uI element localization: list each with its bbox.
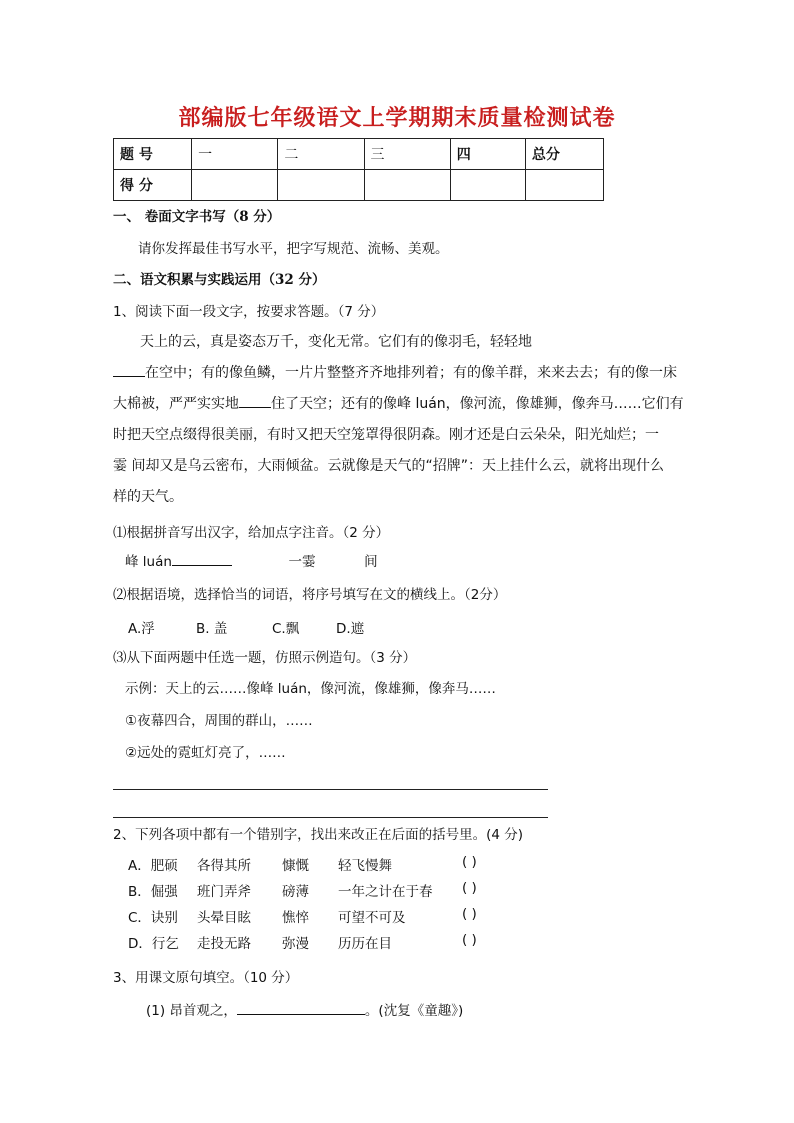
q3-prompt: 3、用课文原句填空。（10 分） (113, 970, 299, 986)
answer-blank[interactable] (113, 362, 145, 377)
q2-word: 一年之计在于春 (338, 884, 433, 900)
score-input-total[interactable] (525, 170, 603, 201)
sub1-item-b: 一霎 (288, 554, 316, 570)
section1-heading: 一、 卷面文字书写（8 分） (113, 209, 281, 225)
score-cell-part1: 一 (192, 139, 278, 170)
q3-item1-source: 。(沈复《童趣》) (364, 1003, 464, 1019)
q2-word: 轻飞慢舞 (338, 858, 392, 874)
sub1-item-a: 峰 luán (125, 554, 172, 570)
q1-prompt: 1、阅读下面一段文字，按要求答题。（7 分） (113, 304, 385, 320)
q2-word: 弥漫 (282, 936, 309, 952)
q2-word: 各得其所 (197, 858, 251, 874)
q1-sub3-prompt: ⑶从下面两题中任选一题，仿照示例造句。（3 分） (113, 650, 417, 666)
exam-title: 部编版七年级语文上学期期末质量检测试卷 (178, 105, 616, 131)
section1-body: 请你发挥最佳书写水平，把字写规范、流畅、美观。 (138, 241, 449, 257)
q2-word: D．行乞 (128, 936, 179, 952)
q2-word: B．倔强 (128, 884, 178, 900)
q2-word: 班门弄斧 (197, 884, 251, 900)
passage-line: 时把天空点缀得很美丽，有时又把天空笼罩得很阴森。刚才还是白云朵朵，阳光灿烂；一 (113, 427, 659, 443)
score-cell-part4: 四 (450, 139, 525, 170)
sub2-option-a: A.浮 (128, 621, 155, 637)
score-cell-part3: 三 (364, 139, 450, 170)
q2-prompt: 2、下列各项中都有一个错别字，找出来改正在后面的括号里。(4 分) (113, 827, 524, 843)
q2-answer-paren[interactable]: ( ) (462, 932, 477, 948)
answer-line[interactable] (113, 817, 548, 818)
answer-blank[interactable] (239, 393, 271, 408)
answer-line[interactable] (113, 789, 548, 790)
sub2-option-b: B. 盖 (196, 621, 228, 637)
q2-word: 憔悴 (282, 910, 309, 926)
score-input-part1[interactable] (192, 170, 278, 201)
q1-sub3-choice2: ②远处的霓虹灯亮了，…… (125, 745, 286, 761)
passage-line (113, 358, 688, 389)
q2-answer-paren[interactable]: ( ) (462, 906, 477, 922)
passage-text: 在空中；有的像鱼鳞，一片片整整齐齐地排列着；有的像羊群，来来去去；有的像一床 (145, 365, 677, 381)
score-table-score-row (114, 170, 604, 201)
sub2-option-d: D.遮 (336, 621, 365, 637)
q2-word: C．诀别 (128, 910, 178, 926)
passage-line: 霎 间却又是乌云密布，大雨倾盆。云就像是天气的“招牌”：天上挂什么云，就将出现什么 (113, 458, 664, 474)
answer-blank[interactable] (172, 551, 232, 566)
answer-blank[interactable] (237, 1000, 365, 1015)
passage-line: 样的天气。 (113, 489, 183, 505)
passage-line (113, 389, 688, 420)
q1-sub1-items (125, 551, 378, 572)
sub2-option-c: C.飘 (272, 621, 300, 637)
q2-word: 头晕目眩 (197, 910, 251, 926)
q1-sub2-prompt: ⑵根据语境，选择恰当的词语，将序号填写在文的横线上。（2分） (113, 587, 507, 603)
q2-word: 走投无路 (197, 936, 251, 952)
passage-text: 住了天空；还有的像峰 luán，像河流，像雄狮，像奔马……它们有 (271, 396, 684, 412)
passage-line: 天上的云，真是姿态万千，变化无常。它们有的像羽毛，轻轻地 (140, 334, 532, 350)
score-table-header-row (114, 139, 604, 170)
score-cell-total: 总分 (525, 139, 603, 170)
q1-sub1-prompt: ⑴根据拼音写出汉字，给加点字注音。（2 分） (113, 525, 390, 541)
score-cell-part2: 二 (278, 139, 364, 170)
q1-passage (113, 327, 688, 513)
score-table (113, 138, 604, 201)
q3-item1 (146, 1000, 463, 1021)
q2-word: 慷慨 (282, 858, 309, 874)
q2-word: 可望不可及 (338, 910, 406, 926)
q2-word: 磅薄 (282, 884, 309, 900)
q2-word: A．肥硕 (128, 858, 178, 874)
q2-word: 历历在目 (338, 936, 392, 952)
score-input-part3[interactable] (364, 170, 450, 201)
score-cell-label: 题 号 (114, 139, 192, 170)
q1-sub3-choice1: ①夜幕四合，周围的群山，…… (125, 713, 313, 729)
score-row-label: 得 分 (114, 170, 192, 201)
sub1-item-c: 间 (364, 554, 378, 570)
q3-item1-text: (1) 昂首观之， (146, 1003, 237, 1019)
q2-answer-paren[interactable]: ( ) (462, 880, 477, 896)
q2-answer-paren[interactable]: ( ) (462, 854, 477, 870)
score-input-part2[interactable] (278, 170, 364, 201)
passage-text: 大棉被，严严实实地 (113, 396, 239, 412)
score-input-part4[interactable] (450, 170, 525, 201)
section2-heading: 二、语文积累与实践运用（32 分） (113, 272, 326, 288)
q1-sub3-example: 示例：天上的云……像峰 luán，像河流，像雄狮，像奔马…… (125, 681, 496, 697)
